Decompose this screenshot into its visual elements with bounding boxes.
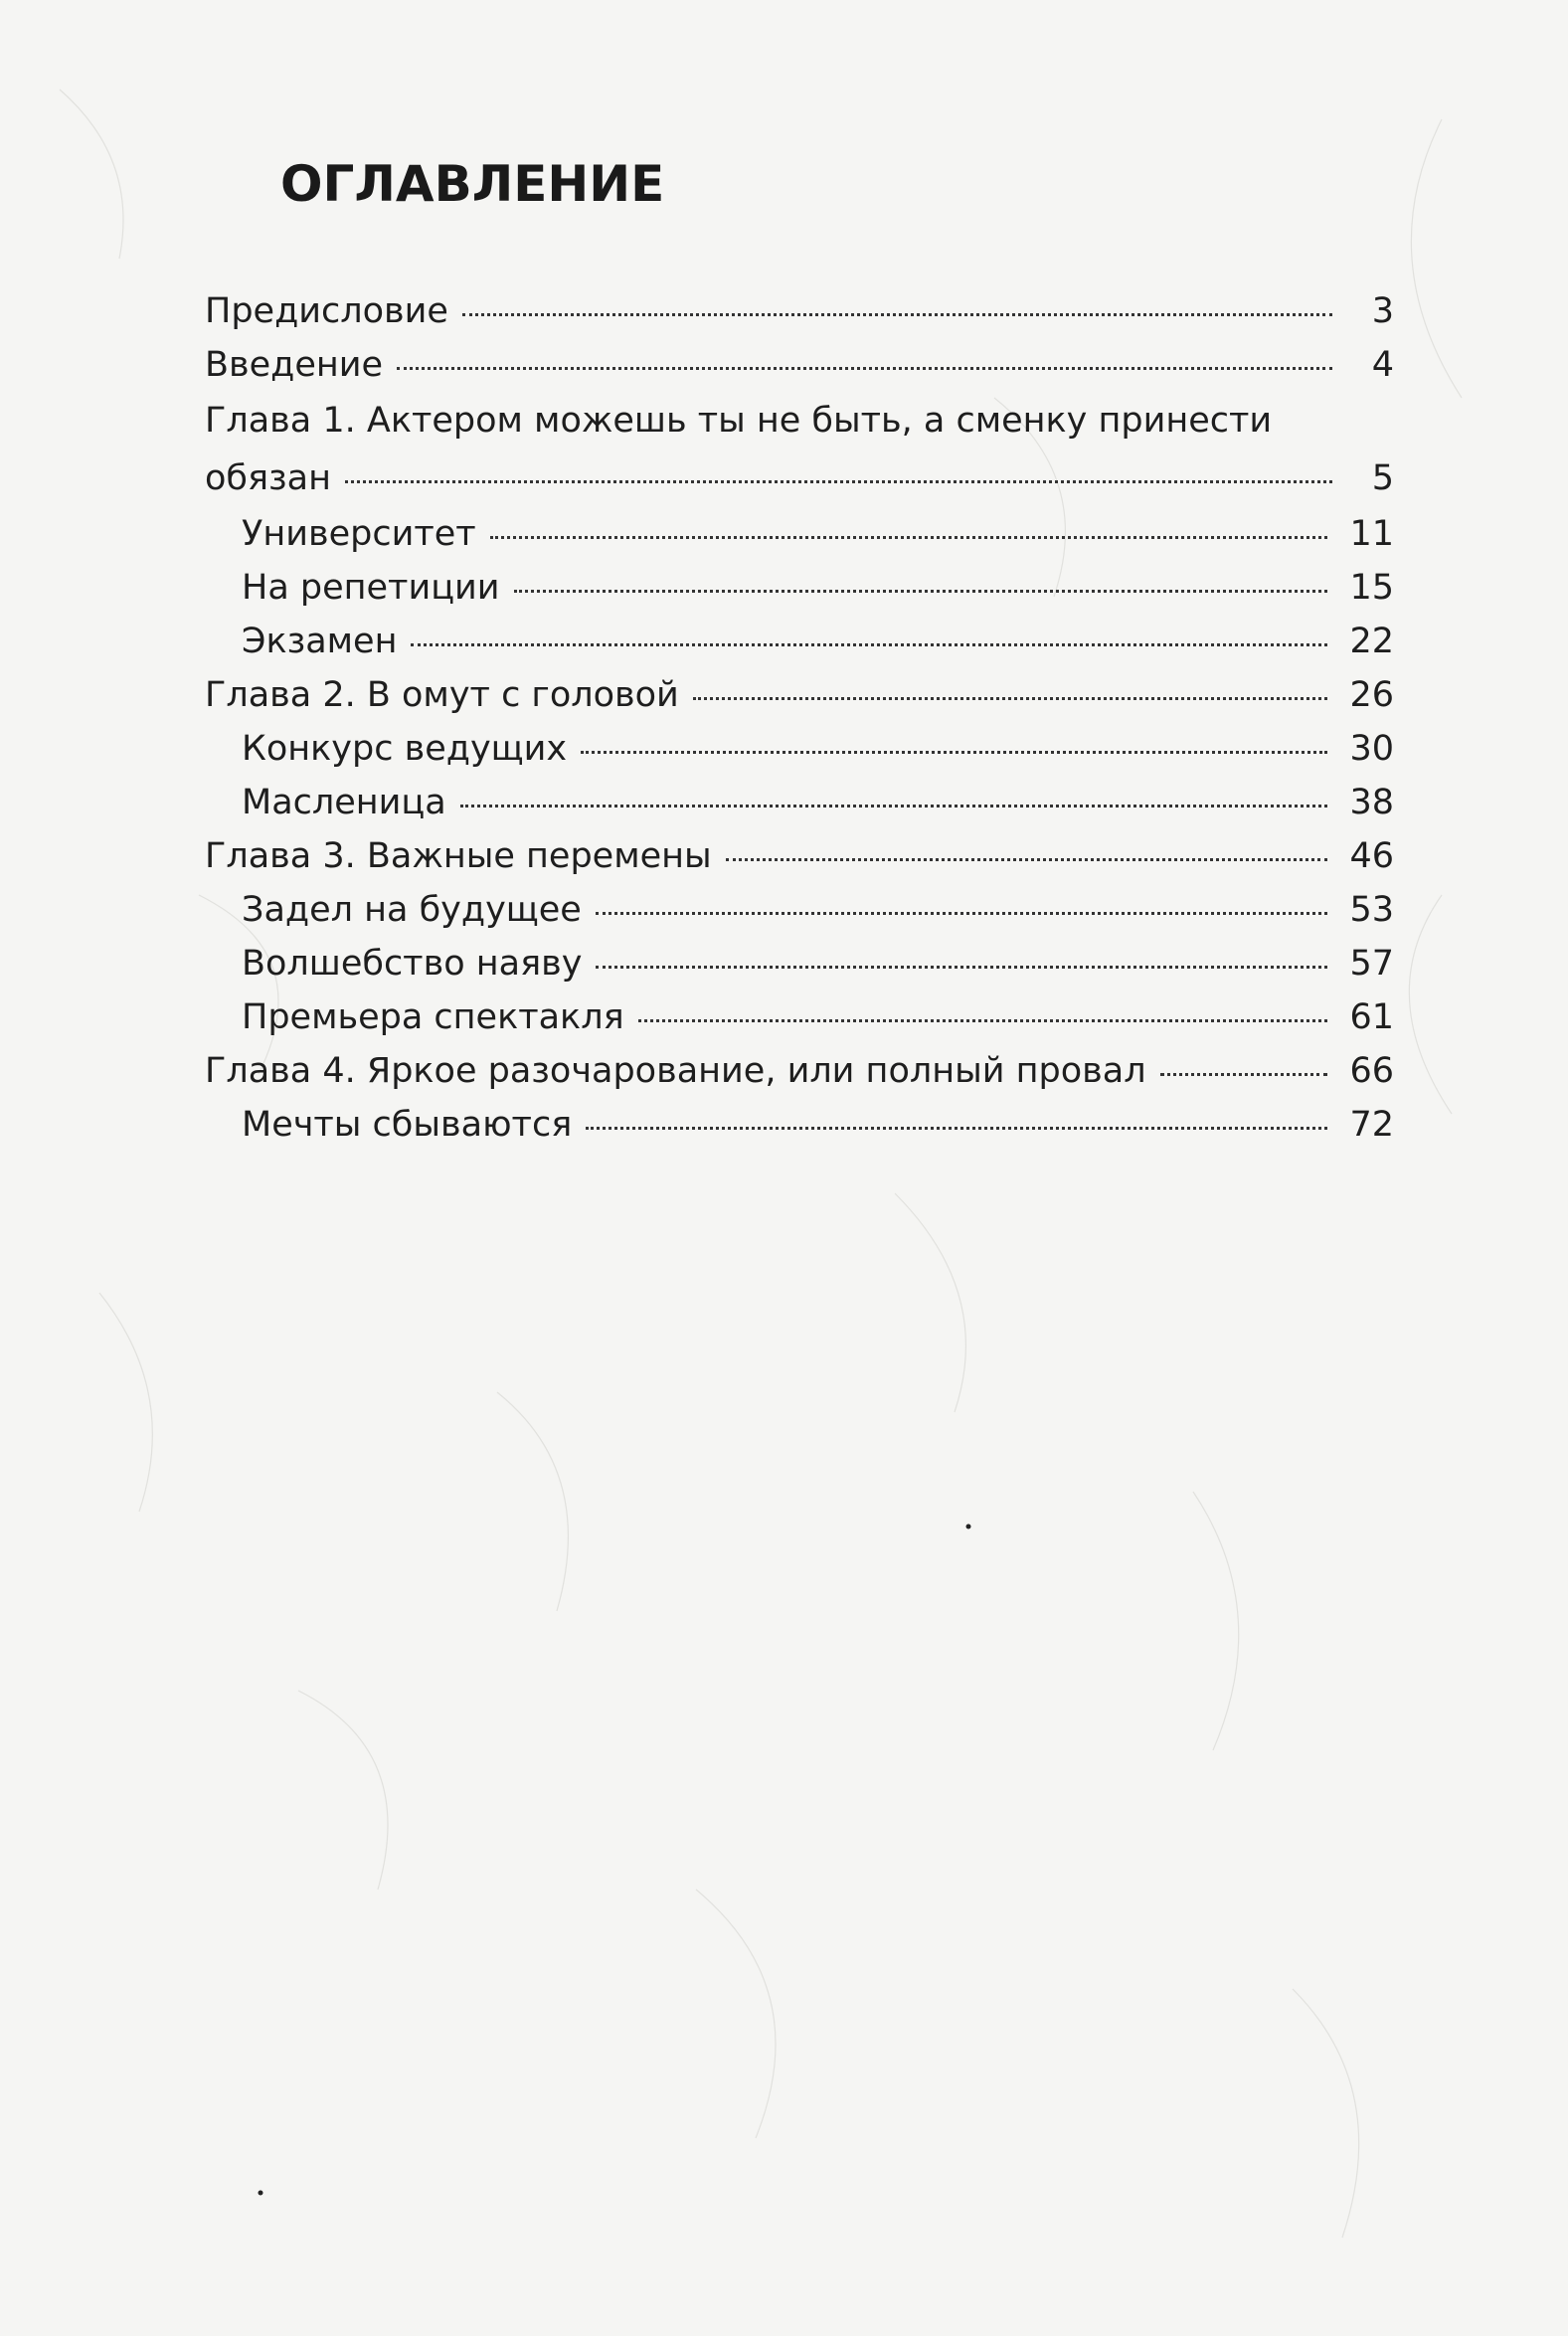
- dot-leader: [596, 966, 1327, 969]
- toc-entry-page: 22: [1349, 622, 1394, 661]
- dot-leader: [411, 643, 1327, 646]
- toc-entry-label: Мечты сбываются: [242, 1105, 573, 1145]
- toc-entry-page: 66: [1349, 1051, 1394, 1091]
- dot-leader: [726, 858, 1328, 861]
- toc-entry[interactable]: [205, 883, 1394, 937]
- toc-entry-page: 11: [1349, 514, 1394, 554]
- toc-entry-label: Глава 3. Важные перемены: [205, 836, 712, 876]
- dot-leader: [397, 367, 1332, 370]
- dot-leader: [1160, 1073, 1328, 1076]
- toc-entry[interactable]: [205, 449, 1394, 507]
- toc-entry-page: 61: [1349, 997, 1394, 1037]
- toc-entry[interactable]: [205, 615, 1394, 668]
- toc-entry-label: Масленица: [242, 783, 446, 822]
- toc-entry-label: Экзамен: [242, 622, 398, 661]
- toc-entry[interactable]: [205, 668, 1394, 722]
- toc-entry-label: Предисловие: [205, 291, 448, 331]
- dot-leader: [460, 805, 1328, 808]
- dot-leader: [462, 313, 1332, 316]
- toc-entry-label: обязан: [205, 458, 331, 498]
- toc-entry-label: Введение: [205, 345, 384, 385]
- toc-entry-page: 26: [1349, 675, 1394, 715]
- toc-entry-label: Задел на будущее: [242, 890, 582, 930]
- toc-entry-page: 5: [1371, 458, 1394, 498]
- toc-entry-page: 30: [1349, 729, 1394, 769]
- toc-entry-page: 46: [1349, 836, 1394, 876]
- toc-entry-page: 53: [1349, 890, 1394, 930]
- toc-entry-page: 15: [1349, 568, 1394, 608]
- dot-leader: [514, 590, 1328, 593]
- toc-entry-label: Конкурс ведущих: [242, 729, 568, 769]
- dot-leader: [596, 912, 1328, 915]
- dot-leader: [638, 1019, 1328, 1022]
- dot-leader: [586, 1127, 1327, 1130]
- toc-entry[interactable]: [205, 722, 1394, 776]
- toc-entry[interactable]: [205, 1098, 1394, 1152]
- dot-leader: [581, 751, 1327, 754]
- dot-leader: [345, 480, 1332, 483]
- table-of-contents: [205, 284, 1394, 1152]
- toc-entry-label: Волшебство наяву: [242, 944, 583, 984]
- dot-leader: [693, 697, 1328, 700]
- toc-entry-page: 72: [1349, 1105, 1394, 1145]
- toc-entry-page: 4: [1371, 345, 1394, 385]
- toc-entry[interactable]: [205, 937, 1394, 990]
- toc-entry[interactable]: [205, 561, 1394, 615]
- dot-leader: [490, 536, 1328, 539]
- toc-entry[interactable]: [205, 776, 1394, 829]
- toc-entry-label: На репетиции: [242, 568, 500, 608]
- toc-entry[interactable]: [205, 829, 1394, 883]
- toc-entry-label-line1[interactable]: Глава 1. Актером можешь ты не быть, а сменку принести: [205, 401, 1273, 441]
- toc-entry-page: 3: [1371, 291, 1394, 331]
- toc-entry[interactable]: [205, 990, 1394, 1044]
- page-title: ОГЛАВЛЕНИЕ: [280, 155, 665, 213]
- toc-entry[interactable]: [205, 338, 1394, 392]
- toc-entry[interactable]: [205, 1044, 1394, 1098]
- toc-entry-label: Глава 4. Яркое разочарование, или полный провал: [205, 1051, 1146, 1091]
- toc-entry[interactable]: [205, 507, 1394, 561]
- toc-entry[interactable]: [205, 284, 1394, 338]
- toc-entry-page: 57: [1349, 944, 1394, 984]
- toc-entry-label: Университет: [242, 514, 476, 554]
- toc-entry-label: Премьера спектакля: [242, 997, 624, 1037]
- toc-entry-page: 38: [1349, 783, 1394, 822]
- toc-entry-label: Глава 2. В омут с головой: [205, 675, 679, 715]
